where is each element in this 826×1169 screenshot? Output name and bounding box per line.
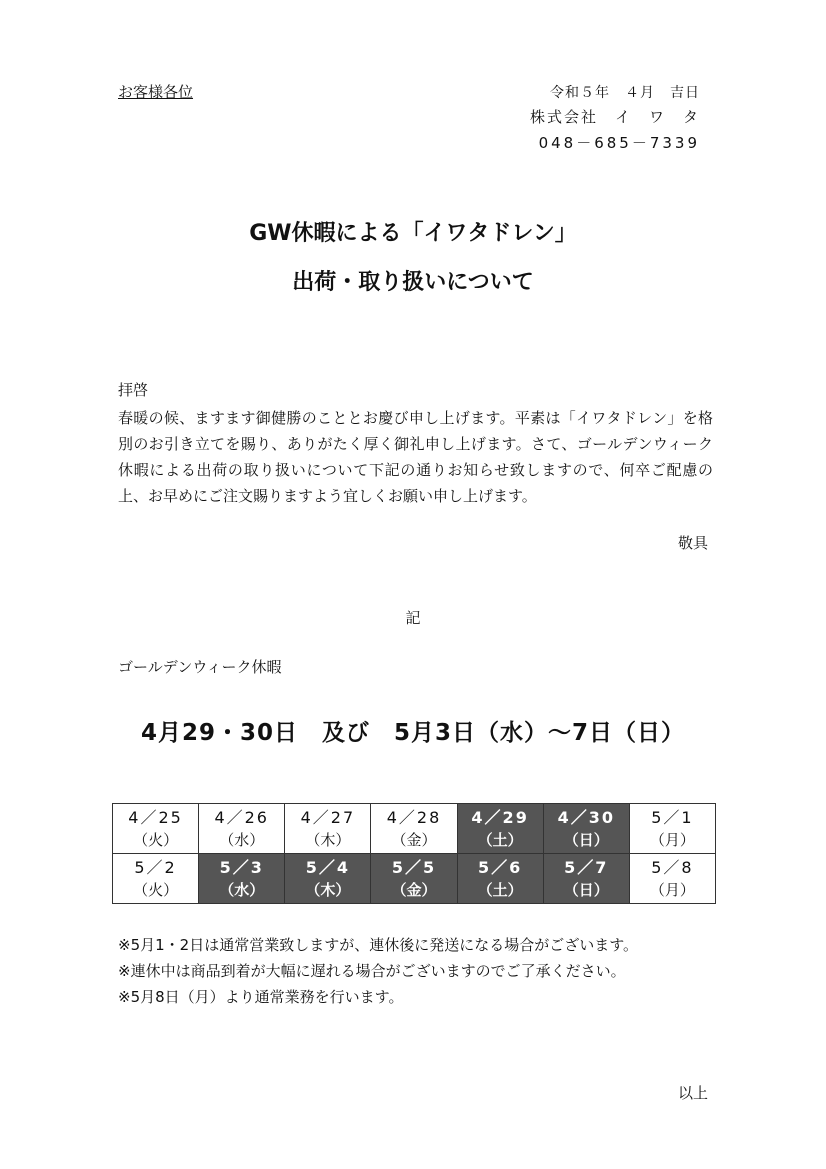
cell-date: 5／4 (305, 857, 350, 877)
page-title-line2: 出荷・取り扱いについて (292, 270, 534, 295)
calendar-row-1 (113, 804, 716, 854)
calendar-cell (113, 804, 199, 854)
calendar-cell (543, 804, 629, 854)
cell-date: 5／8 (651, 857, 694, 877)
cell-date: 5／1 (651, 807, 694, 827)
section-label: ゴールデンウィーク休暇 (118, 658, 282, 676)
cell-weekday: （火） (133, 880, 179, 899)
ki-heading: 記 (405, 609, 421, 627)
calendar-cell (543, 854, 629, 904)
phone-number: 048－685－7339 (538, 134, 700, 152)
cell-weekday: （水） (219, 830, 265, 849)
calendar-cell (629, 854, 715, 904)
holiday-calendar (112, 803, 716, 904)
closing: 敬具 (677, 534, 708, 552)
holiday-range: 4月29・30日 及び 5月3日（水）～7日（日） (140, 720, 686, 746)
cell-weekday: （月） (649, 830, 695, 849)
note-item: ※連休中は商品到着が大幅に遅れる場合がございますのでご了承ください。 (118, 962, 626, 980)
issue-date: 令和５年 ４月 吉日 (550, 85, 700, 101)
calendar-cell (285, 804, 371, 854)
cell-date: 5／3 (219, 857, 264, 877)
cell-weekday: （火） (133, 830, 179, 849)
company-name: 株式会社 イ ワ タ (529, 108, 700, 126)
cell-weekday: （水） (219, 880, 265, 899)
cell-weekday: （金） (391, 880, 437, 899)
cell-date: 5／5 (391, 857, 437, 877)
calendar-cell (371, 804, 457, 854)
cell-date: 4／30 (557, 807, 615, 827)
cell-date: 4／27 (300, 807, 356, 827)
cell-weekday: （日） (563, 880, 609, 899)
calendar-cell (629, 804, 715, 854)
cell-date: 4／25 (128, 807, 183, 827)
letter-body: 春暖の候、ますます御健勝のこととお慶び申し上げます。平素は「イワタドレン」を格別のお引き立てを賜り、ありがたく厚く御礼申し上げます。さて、ゴールデンウィーク休暇による出荷の取り扱いについて下記の通りお知らせ致しますので、何卒ご配慮の上、お早めにご注文賜りますよう宜しくお願い申し上げます。 (118, 409, 713, 505)
calendar-row-2 (113, 854, 716, 904)
calendar-cell (285, 854, 371, 904)
calendar-cell (113, 854, 199, 904)
note-item: ※5月1・2日は通常営業致しますが、連休後に発送になる場合がございます。 (118, 936, 639, 954)
cell-weekday: （月） (649, 880, 695, 899)
note-item: ※5月8日（月）より通常業務を行います。 (118, 988, 404, 1006)
cell-weekday: （木） (305, 830, 351, 849)
cell-date: 4／29 (471, 807, 529, 827)
cell-date: 5／7 (564, 857, 609, 877)
calendar-cell (199, 804, 285, 854)
cell-weekday: （土） (477, 880, 523, 899)
cell-date: 4／28 (386, 807, 442, 827)
cell-weekday: （木） (305, 880, 351, 899)
calendar-cell (457, 854, 543, 904)
end-mark: 以上 (677, 1084, 708, 1102)
addressee: お客様各位 (118, 83, 194, 101)
cell-weekday: （金） (391, 830, 437, 849)
page-title-line1: GW休暇による「イワタドレン」 (249, 221, 577, 246)
calendar-cell (457, 804, 543, 854)
cell-date: 5／6 (477, 857, 523, 877)
cell-date: 4／26 (214, 807, 269, 827)
notes (118, 932, 638, 1010)
cell-weekday: （土） (477, 830, 523, 849)
cell-weekday: （日） (563, 830, 609, 849)
calendar-cell (371, 854, 457, 904)
calendar-cell (199, 854, 285, 904)
cell-date: 5／2 (134, 857, 177, 877)
greeting: 拝啓 (118, 381, 149, 399)
